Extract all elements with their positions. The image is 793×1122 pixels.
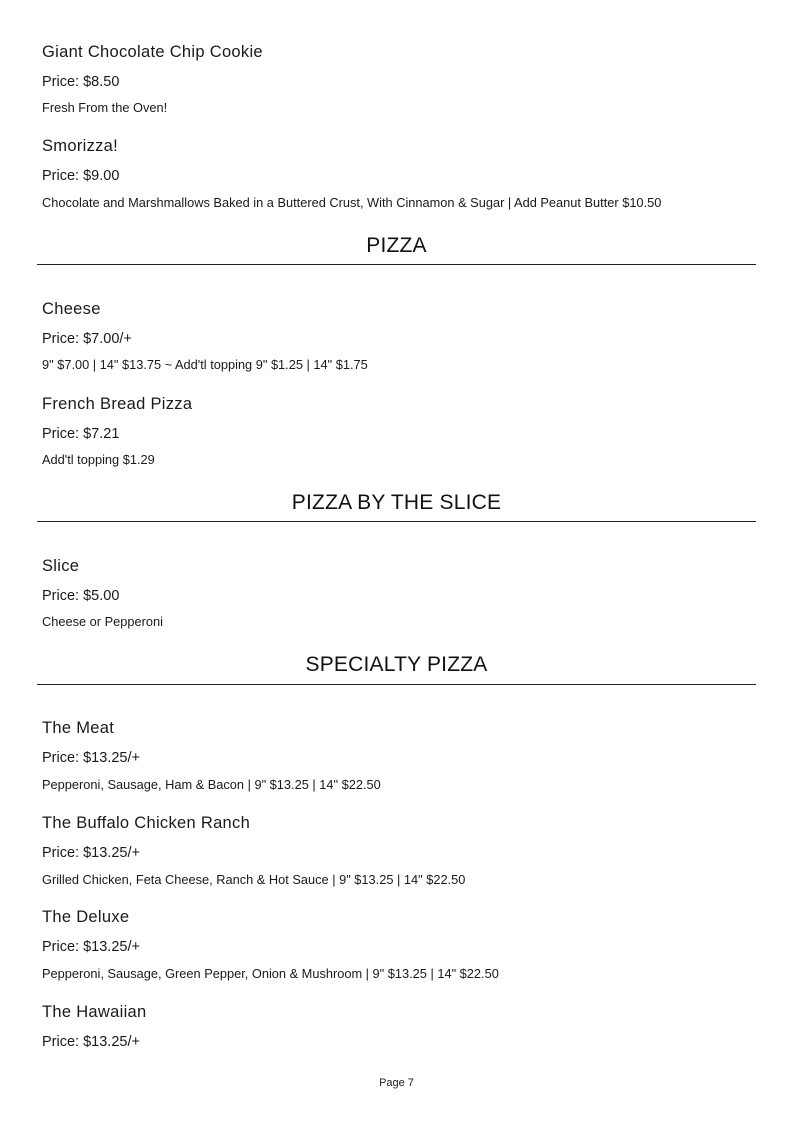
section-heading-pizza: PIZZA — [366, 234, 427, 257]
item-description: Add'tl topping $1.29 — [42, 452, 155, 467]
page-number: Page 7 — [379, 1077, 414, 1089]
item-name: Cheese — [42, 300, 101, 318]
item-price: Price: $7.21 — [42, 426, 120, 442]
section-divider — [37, 521, 756, 522]
item-name: The Hawaiian — [42, 1003, 147, 1021]
section-divider — [37, 684, 756, 685]
item-name: French Bread Pizza — [42, 395, 193, 413]
item-description: Chocolate and Marshmallows Baked in a Buttered Crust, With Cinnamon & Sugar | Add Peanut Butter $10.50 — [42, 195, 662, 210]
item-description: Cheese or Pepperoni — [42, 614, 163, 629]
section-divider — [37, 264, 756, 265]
item-price: Price: $13.25/+ — [42, 1034, 140, 1050]
item-description: Pepperoni, Sausage, Green Pepper, Onion & Mushroom | 9" $13.25 | 14" $22.50 — [42, 966, 499, 981]
item-description: Fresh From the Oven! — [42, 100, 168, 115]
item-name: Smorizza! — [42, 137, 119, 155]
item-price: Price: $9.00 — [42, 168, 120, 184]
item-price: Price: $7.00/+ — [42, 331, 132, 347]
item-name: The Buffalo Chicken Ranch — [42, 814, 251, 832]
item-description: 9" $7.00 | 14" $13.75 ~ Add'tl topping 9" $1.25 | 14" $1.75 — [42, 357, 368, 372]
item-price: Price: $5.00 — [42, 588, 120, 604]
section-heading-pizza-by-the-slice: PIZZA BY THE SLICE — [291, 491, 502, 514]
item-name: The Meat — [42, 719, 115, 737]
item-name: The Deluxe — [42, 908, 130, 926]
item-price: Price: $13.25/+ — [42, 939, 140, 955]
section-heading-specialty-pizza: SPECIALTY PIZZA — [305, 653, 488, 676]
item-price: Price: $13.25/+ — [42, 845, 140, 861]
item-description: Pepperoni, Sausage, Ham & Bacon | 9" $13.25 | 14" $22.50 — [42, 777, 381, 792]
item-price: Price: $8.50 — [42, 74, 120, 90]
item-description: Grilled Chicken, Feta Cheese, Ranch & Hot Sauce | 9" $13.25 | 14" $22.50 — [42, 872, 466, 887]
item-name: Giant Chocolate Chip Cookie — [42, 43, 263, 61]
item-price: Price: $13.25/+ — [42, 750, 140, 766]
item-name: Slice — [42, 557, 80, 575]
